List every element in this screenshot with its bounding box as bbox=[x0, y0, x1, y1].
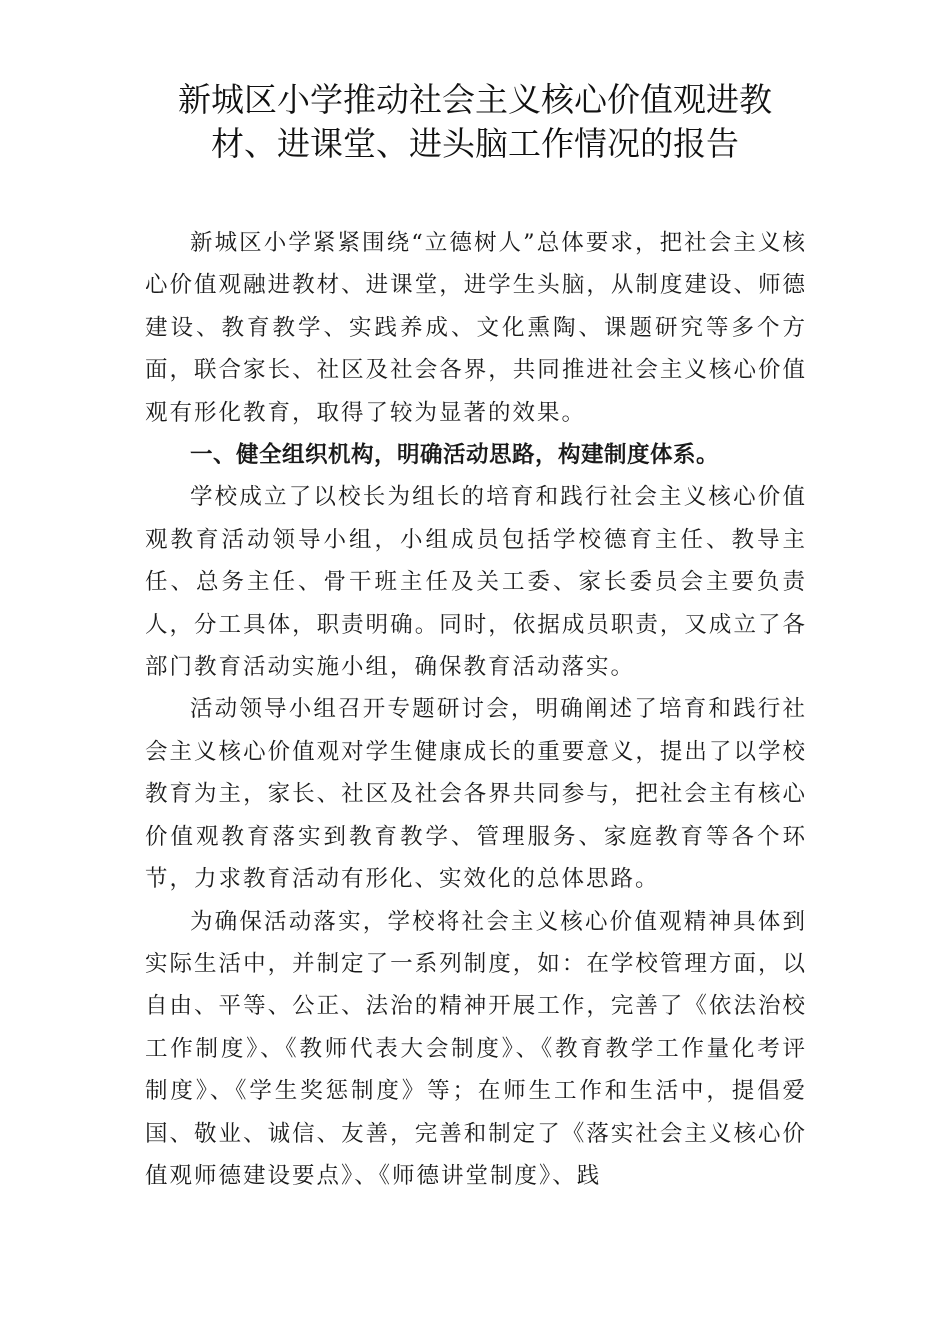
title-line-1: 新城区小学推动社会主义核心价值观进教 bbox=[178, 80, 772, 119]
section-heading-1: 一、健全组织机构，明确活动思路，构建制度体系。 bbox=[190, 442, 720, 469]
intro-paragraph: 新城区小学紧紧围绕“立德树人”总体要求，把社会主义核心价值观融进教材、进课堂，进学生头脑，从制度建设、师德建设、教育教学、实践养成、文化熏陶、课题研究等多个方面，联合家长、社区及社会各界，共同推进社会主义核心价值观有形化教育，取得了较为显著的效果。 bbox=[145, 230, 807, 426]
title-line-2: 材、进课堂、进头脑工作情况的报告 bbox=[211, 124, 739, 163]
body-paragraph: 为确保活动落实，学校将社会主义核心价值观精神具体到实际生活中，并制定了一系列制度，如：在学校管理方面，以自由、平等、公正、法治的精神开展工作，完善了《依法治校工作制度》、《教师代表大会制度》、《教育教学工作量化考评制度》、《学生奖惩制度》等；在师生工作和生活中，提倡爱国、敬业、诚信、友善，完善和制定了《落实社会主义核心价值观师德建设要点》、《师德讲堂制度》、践 bbox=[145, 908, 807, 1189]
body-paragraph: 活动领导小组召开专题研讨会，明确阐述了培育和践行社会主义核心价值观对学生健康成长的重要意义，提出了以学校教育为主，家长、社区及社会各界共同参与，把社会主有核心价值观教育落实到教育教学、管理服务、家庭教育等各个环节，力求教育活动有形化、实效化的总体思路。 bbox=[145, 696, 807, 893]
document-title bbox=[120, 78, 830, 166]
document-body bbox=[145, 222, 807, 1197]
body-paragraph: 学校成立了以校长为组长的培育和践行社会主义核心价值观教育活动领导小组，小组成员包括学校德育主任、教导主任、总务主任、骨干班主任及关工委、家长委员会主要负责人，分工具体，职责明确。同时，依据成员职责，又成立了各部门教育活动实施小组，确保教育活动落实。 bbox=[145, 484, 807, 681]
